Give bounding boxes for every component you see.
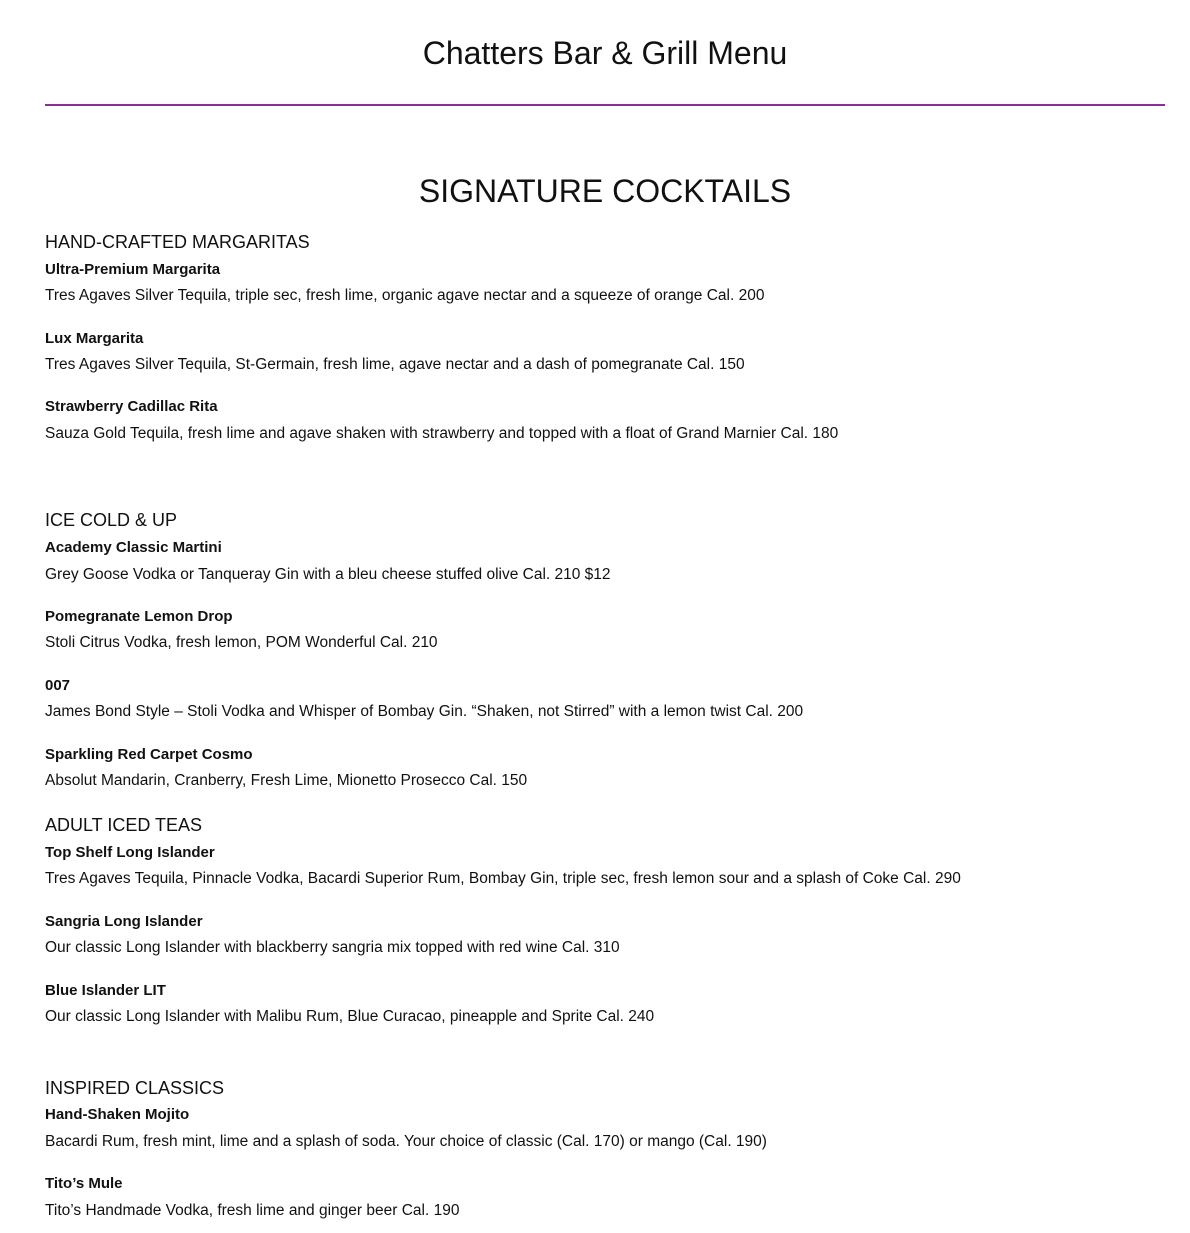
item-description: Tres Agaves Silver Tequila, St-Germain, fresh lime, agave nectar and a dash of pomegranate Cal. 150 (45, 356, 745, 373)
item-name: Sparkling Red Carpet Cosmo (45, 746, 253, 763)
item-description: Grey Goose Vodka or Tanqueray Gin with a bleu cheese stuffed olive Cal. 210 $12 (45, 566, 611, 583)
item-name: Tito’s Mule (45, 1175, 123, 1192)
item-description: Absolut Mandarin, Cranberry, Fresh Lime, Mionetto Prosecco Cal. 150 (45, 772, 528, 789)
item-description: James Bond Style – Stoli Vodka and Whisper of Bombay Gin. “Shaken, not Stirred” with a lemon twist Cal. 200 (45, 703, 804, 720)
item-name: Top Shelf Long Islander (45, 844, 215, 861)
item-name: Academy Classic Martini (45, 539, 222, 556)
item-description: Our classic Long Islander with Malibu Rum, Blue Curacao, pineapple and Sprite Cal. 240 (45, 1008, 655, 1025)
item-name: Pomegranate Lemon Drop (45, 608, 233, 625)
item-name: Ultra-Premium Margarita (45, 261, 221, 278)
group-heading-margaritas: HAND-CRAFTED MARGARITAS (45, 232, 310, 252)
group-heading-ice-cold: ICE COLD & UP (45, 510, 178, 530)
group-heading-iced-teas: ADULT ICED TEAS (45, 815, 203, 835)
page-title: Chatters Bar & Grill Menu (422, 35, 788, 71)
section-title: SIGNATURE COCKTAILS (418, 173, 792, 209)
item-name: Lux Margarita (45, 330, 144, 347)
item-description: Tres Agaves Silver Tequila, triple sec, fresh lime, organic agave nectar and a squeeze of orange Cal. 200 (45, 287, 765, 304)
item-name: Strawberry Cadillac Rita (45, 398, 218, 415)
item-description: Sauza Gold Tequila, fresh lime and agave shaken with strawberry and topped with a float of Grand Marnier Cal. 180 (45, 425, 839, 442)
item-description: Our classic Long Islander with blackberry sangria mix topped with red wine Cal. 310 (45, 939, 620, 956)
item-name: 007 (45, 677, 71, 694)
item-name: Sangria Long Islander (45, 913, 203, 930)
title-divider (45, 104, 1165, 106)
item-name: Blue Islander LIT (45, 982, 166, 999)
item-description: Bacardi Rum, fresh mint, lime and a splash of soda. Your choice of classic (Cal. 170) or mango (Cal. 190) (45, 1133, 767, 1150)
item-description: Tito’s Handmade Vodka, fresh lime and ginger beer Cal. 190 (45, 1202, 460, 1219)
item-description: Tres Agaves Tequila, Pinnacle Vodka, Bacardi Superior Rum, Bombay Gin, triple sec, fresh lemon sour and a splash of Coke Cal. 290 (45, 870, 961, 887)
item-name: Hand-Shaken Mojito (45, 1106, 190, 1123)
item-description: Stoli Citrus Vodka, fresh lemon, POM Wonderful Cal. 210 (45, 634, 438, 651)
group-heading-classics: INSPIRED CLASSICS (45, 1078, 225, 1098)
